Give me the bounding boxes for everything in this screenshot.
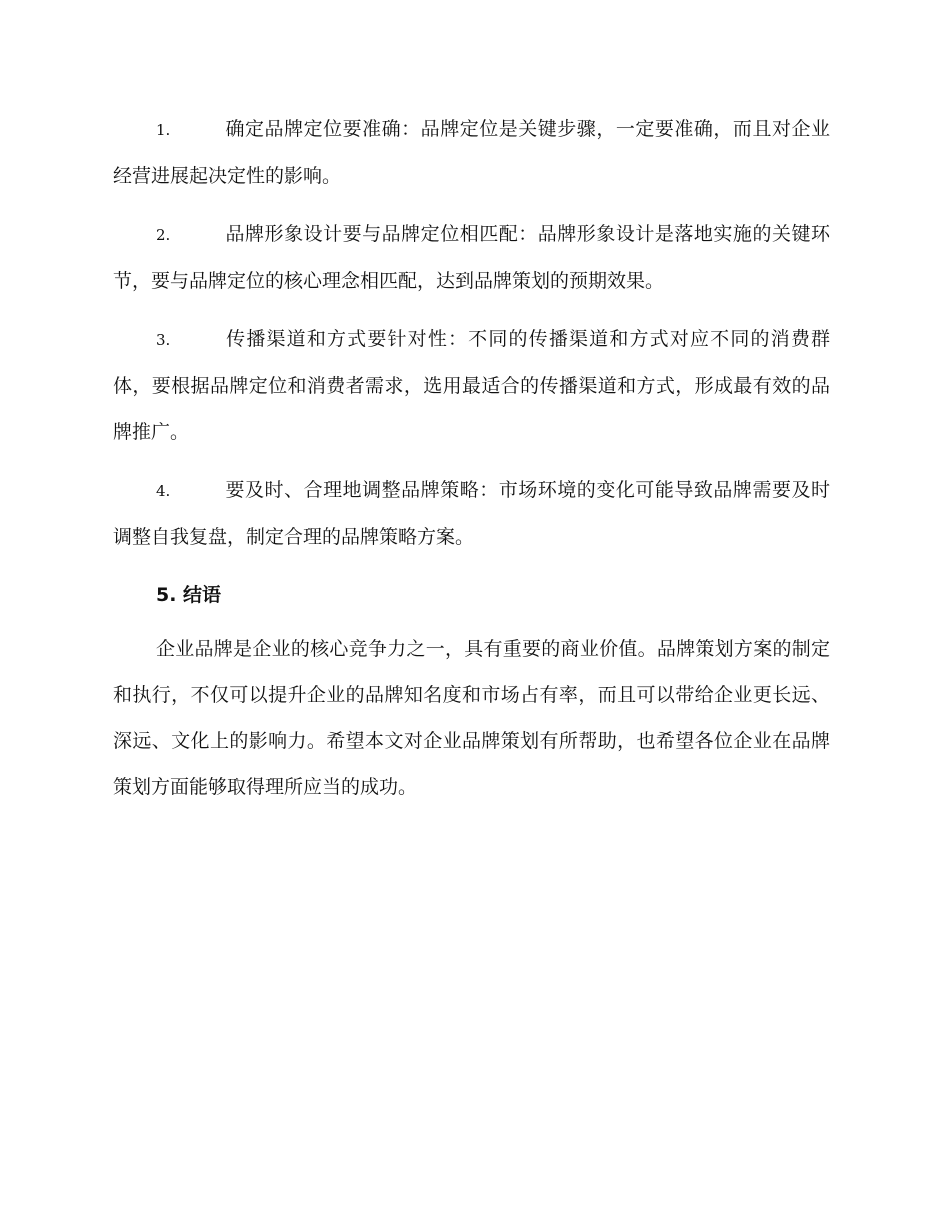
list-item-3 bbox=[113, 316, 830, 455]
list-number: 4. bbox=[156, 482, 171, 500]
list-item-2 bbox=[113, 211, 830, 304]
list-text: 要及时、合理地调整品牌策略：市场环境的变化可能导致品牌需要及时调整自我复盘，制定合理的品牌策略方案。 bbox=[113, 479, 830, 548]
list-number: 2. bbox=[156, 226, 171, 244]
list-text: 确定品牌定位要准确：品牌定位是关键步骤，一定要准确，而且对企业经营进展起决定性的影响。 bbox=[113, 118, 830, 187]
list-number: 1. bbox=[156, 121, 171, 139]
list-item-4 bbox=[113, 467, 830, 560]
list-number: 3. bbox=[156, 331, 171, 349]
conclusion-paragraph: 企业品牌是企业的核心竞争力之一，具有重要的商业价值。品牌策划方案的制定和执行，不仅可以提升企业的品牌知名度和市场占有率，而且可以带给企业更长远、深远、文化上的影响力。希望本文对企业品牌策划有所帮助，也希望各位企业在品牌策划方面能够取得理所应当的成功。 bbox=[113, 638, 830, 798]
list-text: 传播渠道和方式要针对性：不同的传播渠道和方式对应不同的消费群体，要根据品牌定位和消费者需求，选用最适合的传播渠道和方式，形成最有效的品牌推广。 bbox=[113, 328, 830, 443]
list-item-1 bbox=[113, 106, 830, 199]
section-heading: 5. 结语 bbox=[156, 584, 222, 606]
document-page bbox=[113, 106, 830, 810]
list-text: 品牌形象设计要与品牌定位相匹配：品牌形象设计是落地实施的关键环节，要与品牌定位的核心理念相匹配，达到品牌策划的预期效果。 bbox=[113, 223, 830, 292]
